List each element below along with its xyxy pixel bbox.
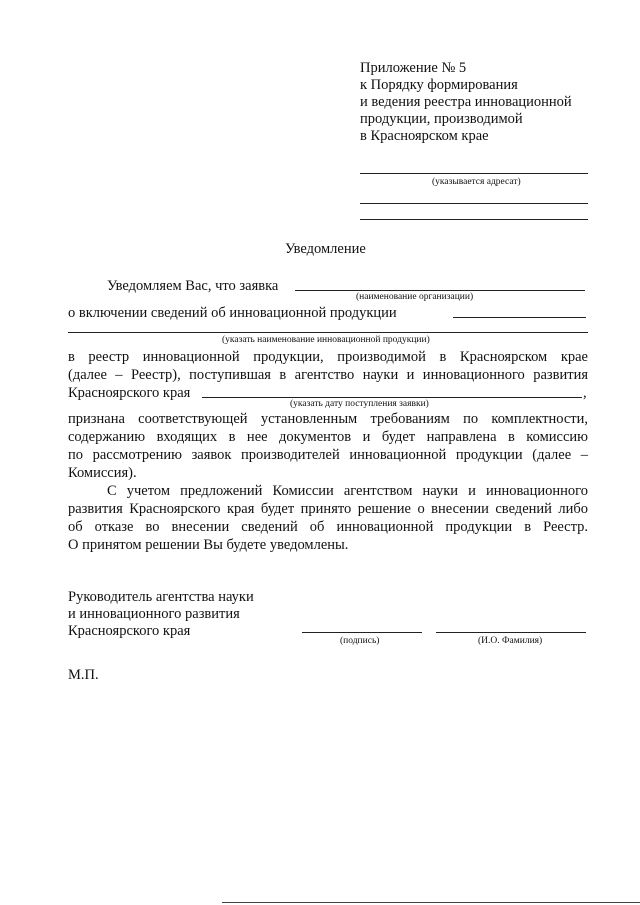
paragraph3-line-3: об отказе во внесении сведений об инновационной продукции в Реестр. — [68, 519, 588, 535]
appendix-line-3: и ведения реестра инновационной — [360, 94, 572, 110]
intro-text: Уведомляем Вас, что заявка — [107, 278, 279, 294]
paragraph3-line-2: развития Красноярского края будет принято решение о внесении сведений либо — [68, 501, 588, 517]
signatory-role-line-1: Руководитель агентства науки — [68, 589, 254, 605]
signature-line — [302, 632, 422, 633]
product-caption: (указать наименование инновационной продукции) — [222, 335, 430, 345]
signatory-role-line-3: Красноярского края — [68, 623, 191, 639]
product-name-line-1 — [453, 317, 586, 318]
date-caption: (указать дату поступления заявки) — [290, 399, 429, 409]
addressee-line-3 — [360, 219, 588, 220]
appendix-line-2: к Порядку формирования — [360, 77, 518, 93]
addressee-caption: (указывается адресат) — [432, 177, 521, 187]
full-name-line — [436, 632, 586, 633]
paragraph2-line-1: признана соответствующей установленным требованиям по комплектности, — [68, 411, 588, 427]
paragraph2-line-3: по рассмотрению заявок производителей инновационной продукции (далее – — [68, 447, 588, 463]
full-name-caption: (И.О. Фамилия) — [478, 636, 543, 646]
document-title: Уведомление — [285, 241, 366, 257]
paragraph1-line-2: (далее – Реестр), поступившая в агентство науки и инновационного развития — [68, 367, 588, 383]
paragraph1-line-3: Красноярского края — [68, 385, 191, 401]
paragraph3-line-1: С учетом предложений Комиссии агентством науки и инновационного — [107, 483, 588, 499]
scan-edge-line — [222, 902, 640, 903]
organization-caption: (наименование организации) — [356, 292, 474, 302]
signatory-role-line-2: и инновационного развития — [68, 606, 240, 622]
addressee-line-2 — [360, 203, 588, 204]
product-name-line-2 — [68, 332, 588, 333]
stamp-place: М.П. — [68, 667, 99, 683]
paragraph3-line-4: О принятом решении Вы будете уведомлены. — [68, 537, 349, 553]
paragraph2-line-2: содержанию входящих в нее документов и будет направлена в комиссию — [68, 429, 588, 445]
paragraph1-line-1: в реестр инновационной продукции, производимой в Красноярском крае — [68, 349, 588, 365]
signature-caption: (подпись) — [340, 636, 380, 646]
product-intro-text: о включении сведений об инновационной продукции — [68, 305, 397, 321]
appendix-line-1: Приложение № 5 — [360, 60, 467, 76]
appendix-line-4: продукции, производимой — [360, 111, 523, 127]
organization-name-line — [295, 290, 585, 291]
date-line — [202, 397, 582, 398]
appendix-line-5: в Красноярском крае — [360, 128, 489, 144]
addressee-line-1 — [360, 173, 588, 174]
comma: , — [583, 385, 587, 401]
paragraph2-line-4: Комиссия). — [68, 465, 137, 481]
